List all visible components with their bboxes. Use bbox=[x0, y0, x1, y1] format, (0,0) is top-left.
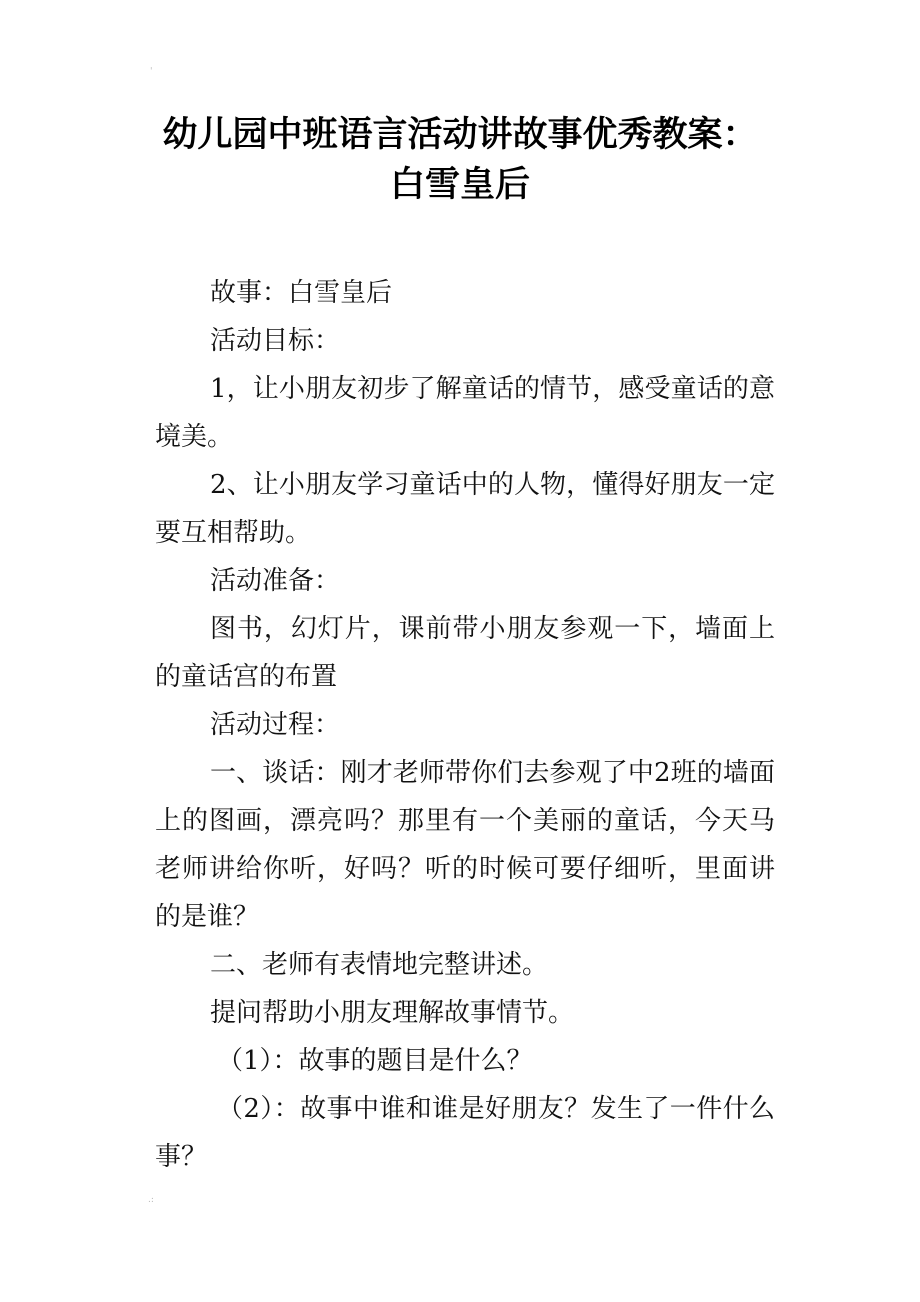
paragraph-step-2: 二、老师有表情地完整讲述。 bbox=[210, 950, 549, 980]
paragraph-question-1: （1）：故事的题目是什么？ bbox=[217, 1046, 533, 1076]
document-title-line-2: 白雪皇后 bbox=[389, 165, 530, 205]
scan-mark-bottom: .: bbox=[148, 1195, 154, 1205]
paragraph-step-1: 一、谈话：刚才老师带你们去参观了中2班的墙面上的图画，漂亮吗？那里有一个美丽的童话，今天马老师讲给你听，好吗？听的时候可要仔细听，里面讲的是谁？ bbox=[155, 758, 775, 932]
paragraph-process-heading: 活动过程： bbox=[210, 710, 341, 740]
paragraph-story-name: 故事：白雪皇后 bbox=[210, 278, 393, 308]
paragraph-preparation: 图书，幻灯片，课前带小朋友参观一下，墙面上的童话宫的布置 bbox=[155, 614, 775, 692]
paragraph-question-2: （2）：故事中谁和谁是好朋友？发生了一件什么事？ bbox=[155, 1094, 775, 1172]
paragraph-goal-1: 1，让小朋友初步了解童话的情节，感受童话的意境美。 bbox=[155, 374, 775, 452]
paragraph-goals-heading: 活动目标： bbox=[210, 326, 341, 356]
scan-mark-top: ' bbox=[150, 67, 153, 77]
paragraph-question-intro: 提问帮助小朋友理解故事情节。 bbox=[210, 998, 575, 1028]
document-title-line-1: 幼儿园中班语言活动讲故事优秀教案： bbox=[162, 115, 758, 155]
paragraph-goal-2: 2、让小朋友学习童话中的人物，懂得好朋友一定要互相帮助。 bbox=[155, 470, 775, 548]
paragraph-preparation-heading: 活动准备： bbox=[210, 566, 341, 596]
